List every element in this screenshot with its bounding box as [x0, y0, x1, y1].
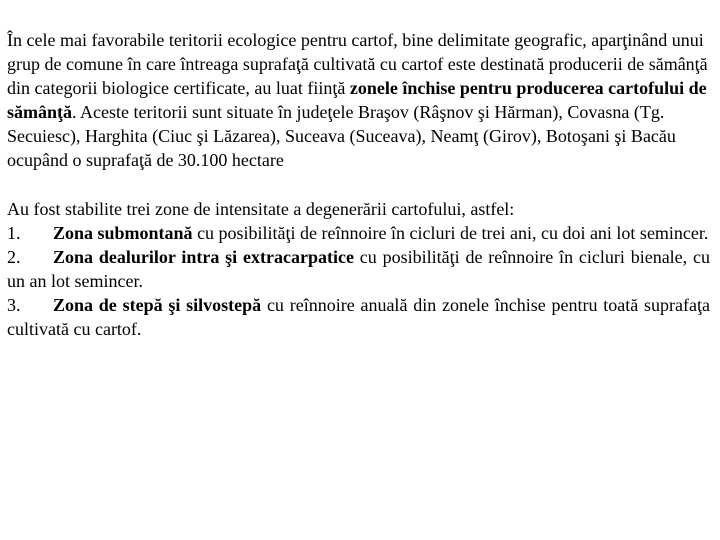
closed-zones-term: zonele închise pentru producerea cartofului de sămânţă	[7, 78, 707, 122]
paragraph-seed-zones	[7, 28, 710, 172]
zone-number: 1.	[7, 223, 21, 243]
zone-number: 3.	[7, 295, 21, 315]
zone-name: Zona submontană	[53, 223, 193, 243]
zone-list-item	[7, 221, 710, 245]
zone-number: 2.	[7, 247, 21, 267]
paragraph-seed-zones-details: . Aceste teritorii sunt situate în judeţele Braşov (Râşnov şi Hărman), Covasna (Tg. Secuiesc), Harghita (Ciuc şi Lăzarea), Suceava (Suceava), Neamţ (Girov), Botoşani şi Bacău ocupând o suprafaţă de 30.100 hectare	[7, 102, 676, 170]
zone-description: cu posibilităţi de reînnoire în cicluri bienale, cu un an lot semincer.	[7, 247, 710, 291]
paragraph-seed-zones-intro: În cele mai favorabile teritorii ecologice pentru cartof, bine delimitate geografic, aparţinând unui grup de comune în care întreaga suprafaţă cultivată cu cartof este destinată producerii de sămânţă din categorii biologice certificate, au luat fiinţă	[7, 30, 708, 98]
degeneration-zones-intro: Au fost stabilite trei zone de intensitate a degenerării cartofului, astfel:	[7, 199, 515, 219]
document-body	[7, 28, 710, 341]
zone-list-item	[7, 245, 710, 293]
paragraph-degeneration-zones	[7, 197, 710, 341]
zone-name: Zona dealurilor intra şi extracarpatice	[53, 247, 354, 267]
zone-description: cu posibilităţi de reînnoire în cicluri de trei ani, cu doi ani lot semincer.	[192, 223, 709, 243]
zone-name: Zona de stepă şi silvostepă	[53, 295, 262, 315]
zone-list-item	[7, 293, 710, 341]
zone-description: cu reînnoire anuală din zonele închise pentru toată suprafaţa cultivată cu cartof.	[7, 295, 710, 339]
